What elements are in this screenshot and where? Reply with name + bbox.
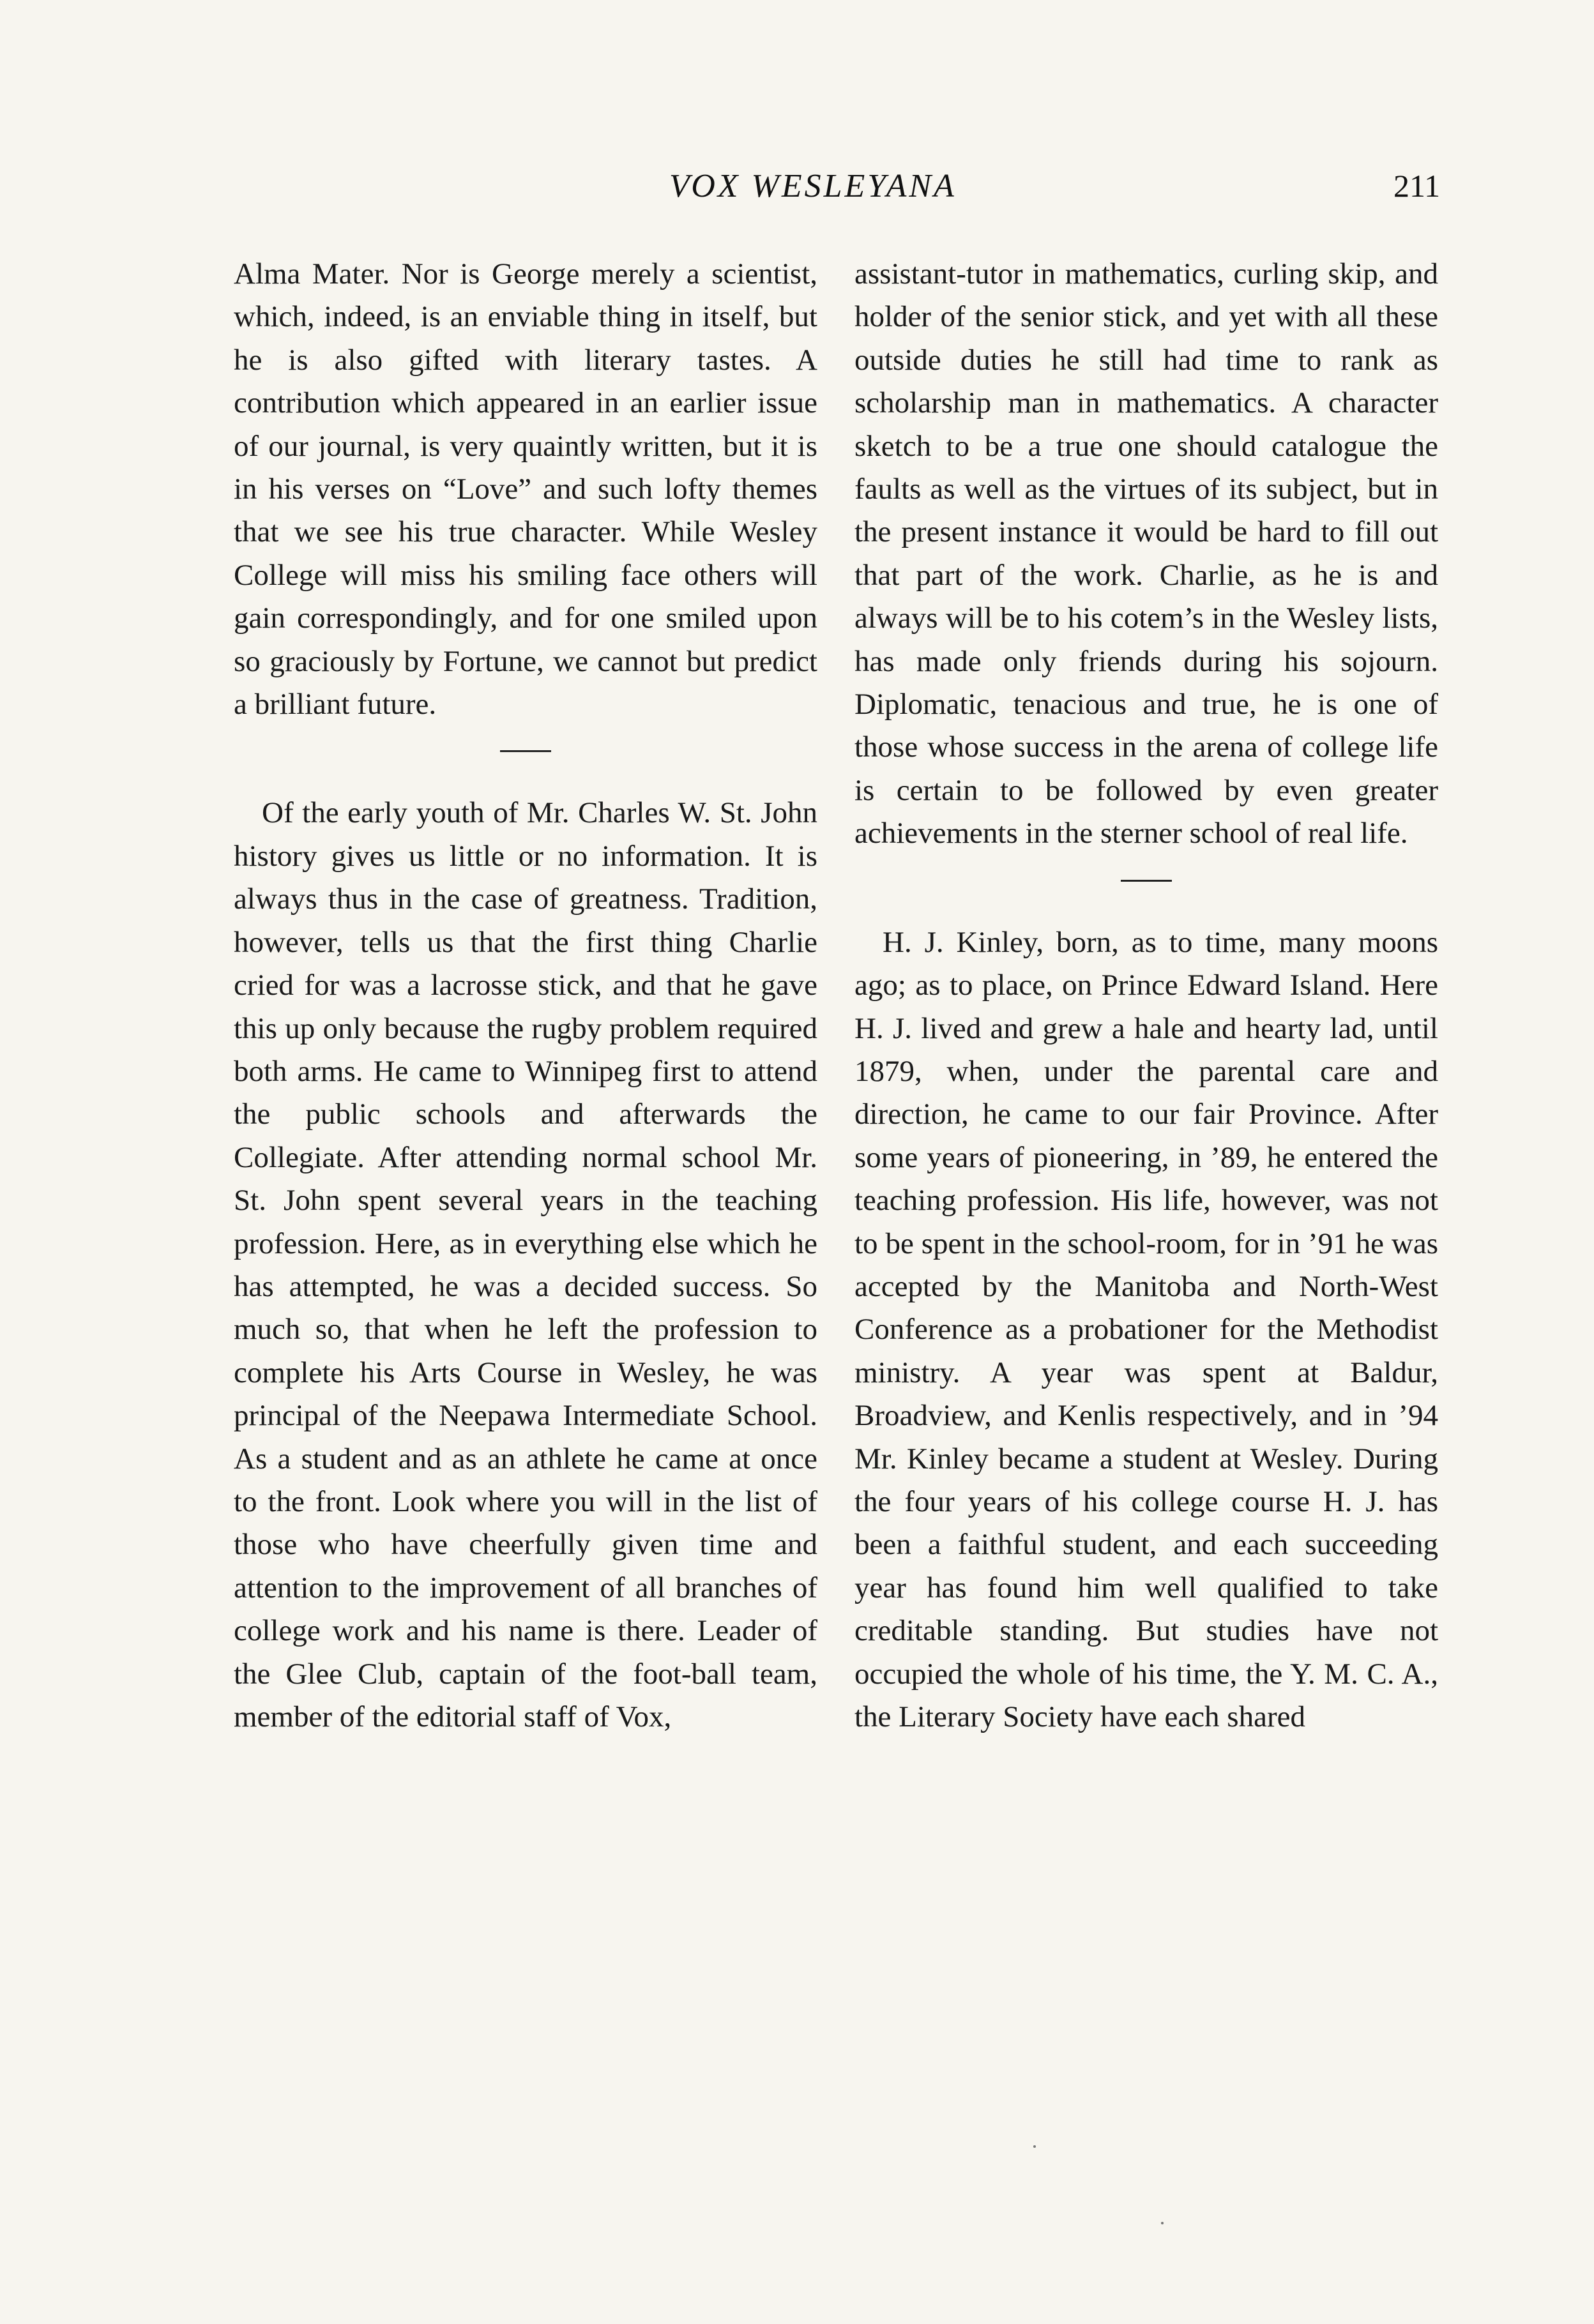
paragraph-st-john-intro: Of the early youth of Mr. Charles W. St. John history gives us little or no information. It is always thus in the case of greatness. Tradition, however, tells us that the first thing Charlie cried for was a lacrosse stick, and that he gave this up only because the rugby problem required both arms. He came to Winnipeg first to attend the public schools and afterwards the Collegiate. After attending normal school Mr. St. John spent several years in the teaching profession. Here, as in everything else which he has attempted, he was a decided success. So much so, that when he left the profession to complete his Arts Course in Wesley, he was principal of the Neepawa Intermediate School. As a student and as an athlete he came at once to the front. Look where you will in the list of those who have cheerfully given time and attention to the improvement of all branches of college work and his name is there. Leader of the Glee Club, captain of the foot-ball team, member of the editorial staff of Vox, — [234, 796, 817, 1733]
paragraph-george-conclusion: Alma Mater. Nor is George merely a scientist, which, indeed, is an enviable thing in itself, but he is also gifted with literary tastes. A contribution which appeared in an earlier issue of our journal, is very quaintly written, but it is in his verses on “Love” and such lofty themes that we see his true character. While Wesley College will miss his smiling face others will gain correspondingly, and for one smiled upon so graciously by Fortune, we cannot but predict a brilliant future. — [234, 257, 817, 721]
section-divider — [500, 750, 551, 752]
paragraph-kinley-intro: H. J. Kinley, born, as to time, many moons ago; as to place, on Prince Edward Island. Here H. J. lived and grew a hale and hearty lad, until 1879, when, under the parental care and direction, he came to our fair Province. After some years of pioneering, in ’89, he entered the teaching profession. His life, however, was not to be spent in the school-room, for in ’91 he was accepted by the Manitoba and North-West Conference as a probationer for the Methodist ministry. A year was spent at Baldur, Broadview, and Kenlis respectively, and in ’94 Mr. Kinley became a student at Wesley. During the four years of his college course H. J. has been a faithful student, and each succeeding year has found him well qualified to take creditable standing. But studies have not occupied the whole of his time, the Y. M. C. A., the Literary Society have each shared — [854, 925, 1438, 1733]
paragraph-st-john-conclusion: assistant-tutor in mathematics, curling skip, and holder of the senior stick, and yet with all these outside duties he still had time to rank as scholarship man in mathematics. A character sketch to be a true one should catalogue the faults as well as the virtues of its subject, but in the present instance it would be hard to fill out that part of the work. Charlie, as he is and always will be to his cotem’s in the Wesley lists, has made only friends during his sojourn. Diplomatic, tenacious and true, he is one of those whose success in the arena of college life is certain to be followed by even greater achievements in the sterner school of real life. — [854, 257, 1438, 850]
right-column — [854, 253, 1438, 1739]
paper-speck — [1161, 2222, 1164, 2224]
running-title: VOX WESLEYANA — [669, 168, 957, 204]
section-divider — [1121, 880, 1172, 882]
page-number: 211 — [1393, 168, 1441, 204]
left-column — [234, 253, 817, 1739]
paper-speck — [1033, 2145, 1036, 2148]
